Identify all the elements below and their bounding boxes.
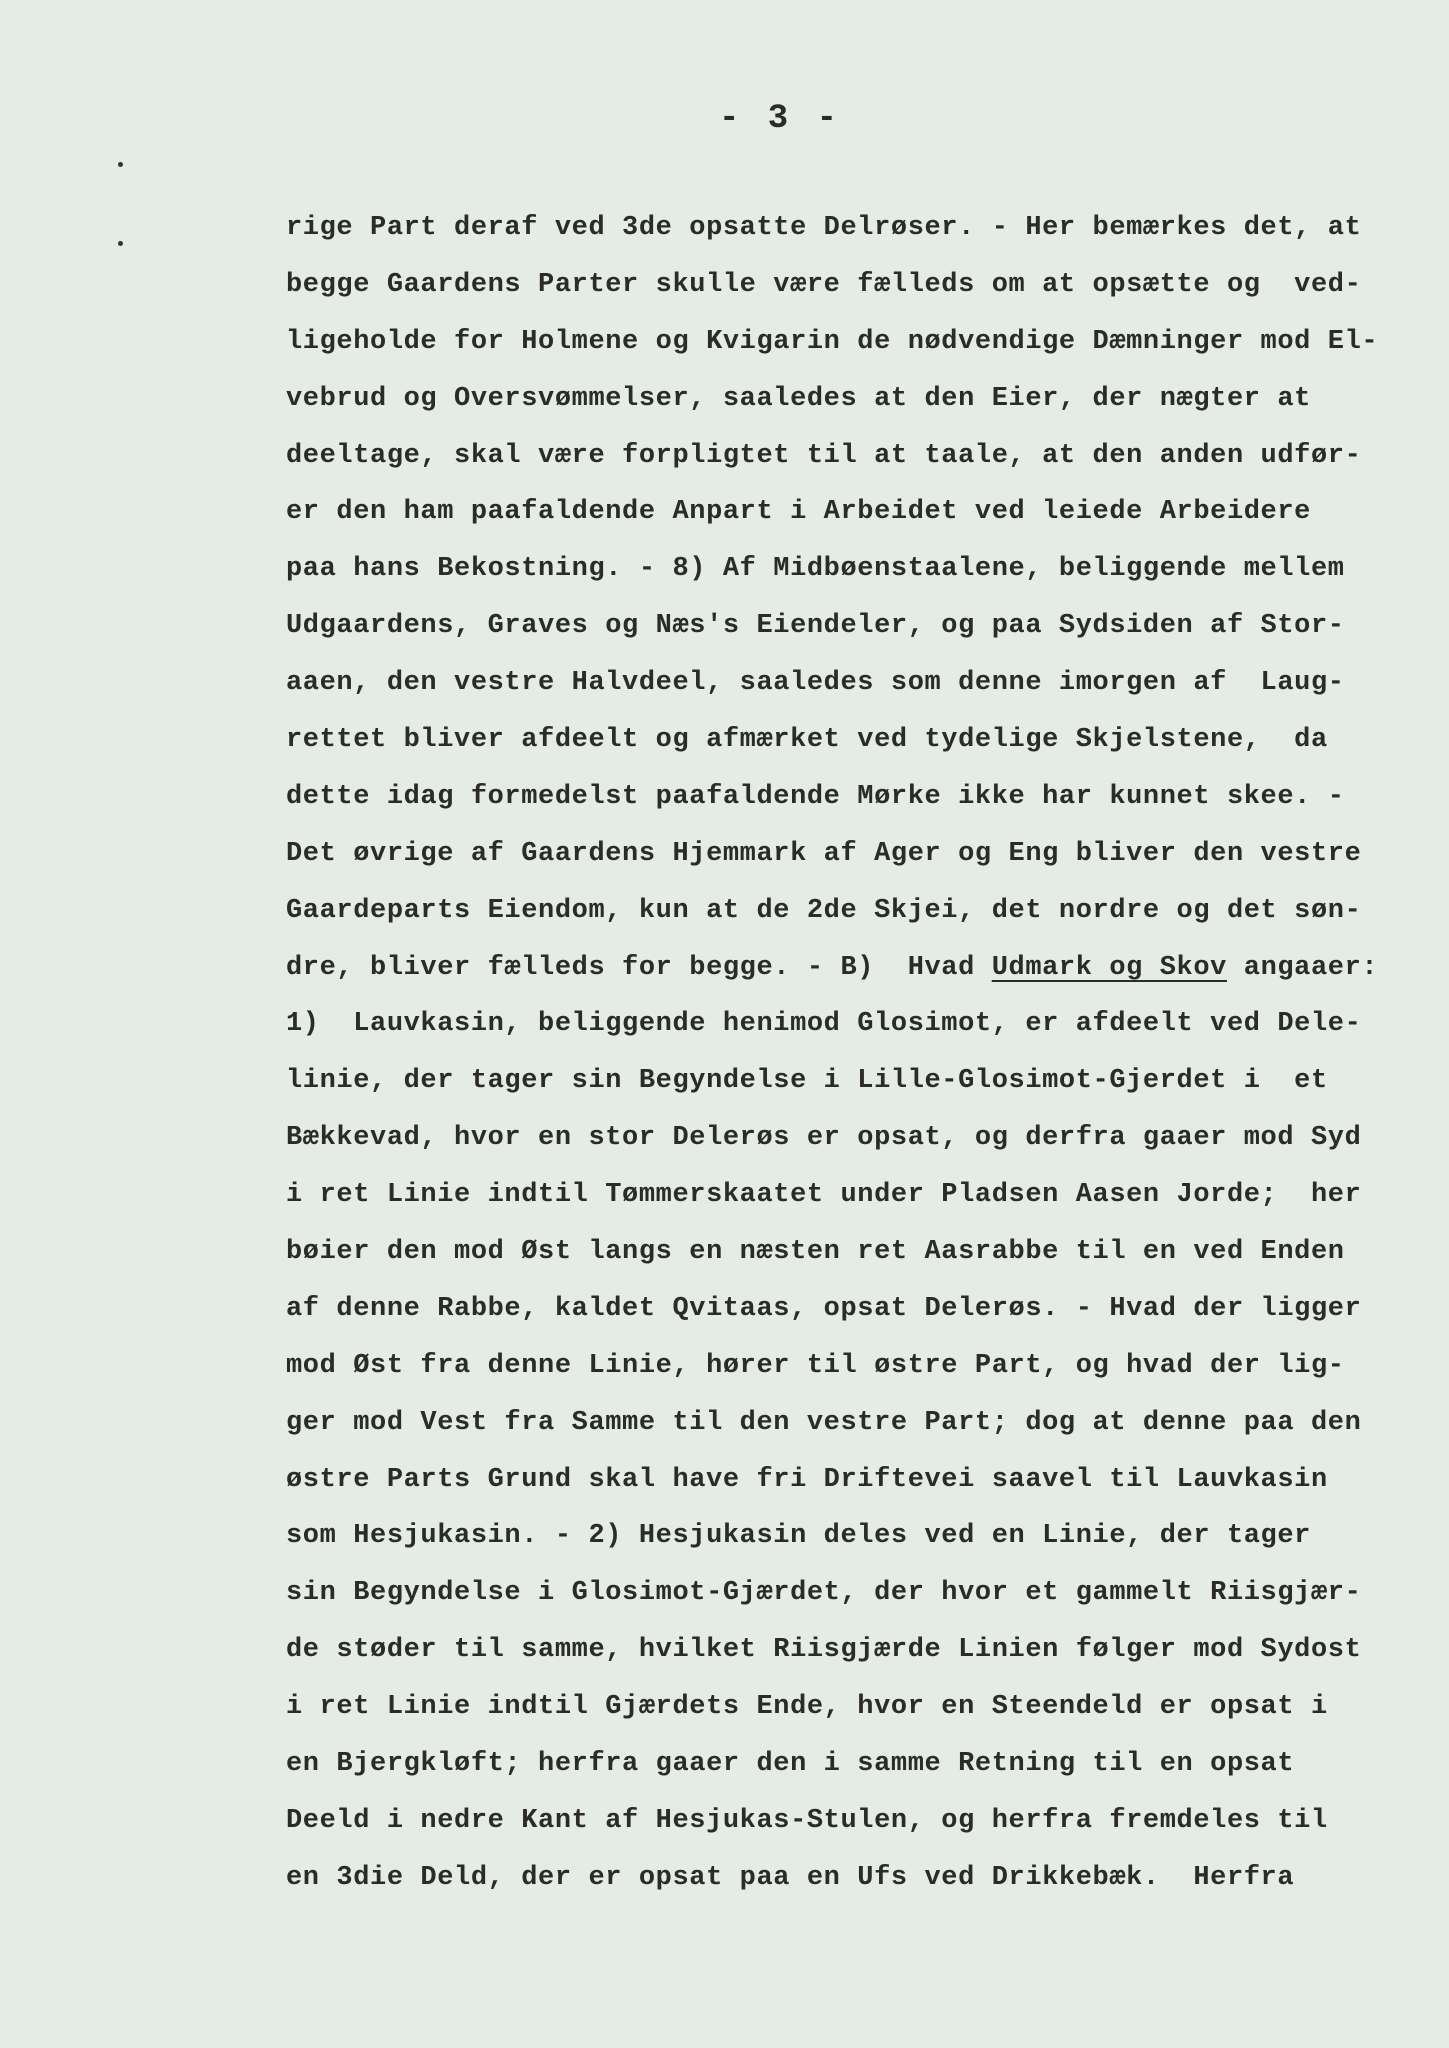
text-line: sin Begyndelse i Glosimot-Gjærdet, der hvor et gammelt Riisgjær-	[286, 1578, 1362, 1609]
text-line: 1) Lauvkasin, beliggende henimod Glosimot, er afdeelt ved Dele-	[286, 1009, 1362, 1040]
text-line: en Bjergkløft; herfra gaaer den i samme Retning til en opsat	[286, 1749, 1295, 1780]
text-line: østre Parts Grund skal have fri Driftevei saavel til Lauvkasin	[286, 1464, 1328, 1495]
margin-mark	[118, 162, 123, 167]
text-line: som Hesjukasin. - 2) Hesjukasin deles ved en Linie, der tager	[286, 1521, 1311, 1552]
text-line: Det øvrige af Gaardens Hjemmark af Ager og Eng bliver den vestre	[286, 838, 1362, 869]
text-line: mod Øst fra denne Linie, hører til østre Part, og hvad der lig-	[286, 1350, 1345, 1381]
page-number: - 3 -	[718, 100, 842, 138]
text-line: ger mod Vest fra Samme til den vestre Part; dog at denne paa den	[286, 1407, 1362, 1438]
text-line: Deeld i nedre Kant af Hesjukas-Stulen, og herfra fremdeles til	[286, 1805, 1328, 1836]
text-line: Bækkevad, hvor en stor Delerøs er opsat, og derfra gaaer mod Syd	[286, 1123, 1362, 1154]
document-body	[286, 200, 1406, 1907]
text-line: ligeholde for Holmene og Kvigarin de nødvendige Dæmninger mod El-	[286, 326, 1379, 357]
text-line: i ret Linie indtil Tømmerskaatet under Pladsen Aasen Jorde; her	[286, 1180, 1362, 1211]
text-line: deeltage, skal være forpligtet til at taale, at den anden udfør-	[286, 440, 1362, 471]
text-line: rige Part deraf ved 3de opsatte Delrøser. - Her bemærkes det, at	[286, 213, 1362, 243]
text-line: dette idag formedelst paafaldende Mørke ikke har kunnet skee. -	[286, 781, 1345, 812]
text-line: en 3die Deld, der er opsat paa en Ufs ved Drikkebæk. Herfra	[286, 1862, 1295, 1893]
text-line: af denne Rabbe, kaldet Qvitaas, opsat Delerøs. - Hvad der ligger	[286, 1293, 1362, 1324]
text-line: Gaardeparts Eiendom, kun at de 2de Skjei, det nordre og det søn-	[286, 895, 1362, 926]
underlined-heading: Udmark og Skov	[991, 952, 1227, 983]
text-segment: dre, bliver fælleds for begge. - B) Hvad	[286, 952, 992, 983]
text-line: linie, der tager sin Begyndelse i Lille-Glosimot-Gjerdet i et	[286, 1066, 1328, 1097]
text-line: bøier den mod Øst langs en næsten ret Aasrabbe til en ved Enden	[286, 1237, 1345, 1268]
text-line: Udgaardens, Graves og Næs's Eiendeler, og paa Sydsiden af Stor-	[286, 611, 1345, 642]
text-line: begge Gaardens Parter skulle være fælleds om at opsætte og ved-	[286, 269, 1362, 300]
text-line: er den ham paafaldende Anpart i Arbeidet ved leiede Arbeidere	[286, 497, 1311, 528]
text-segment: angaaer:	[1226, 952, 1379, 983]
text-line: i ret Linie indtil Gjærdets Ende, hvor en Steendeld er opsat i	[286, 1692, 1328, 1723]
text-line: rettet bliver afdeelt og afmærket ved tydelige Skjelstene, da	[286, 725, 1328, 756]
text-line: paa hans Bekostning. - 8) Af Midbøenstaalene, beliggende mellem	[286, 554, 1345, 585]
text-line: vebrud og Oversvømmelser, saaledes at den Eier, der nægter at	[286, 383, 1311, 414]
text-line	[286, 940, 1406, 997]
text-line: aaen, den vestre Halvdeel, saaledes som denne imorgen af Laug-	[286, 668, 1345, 699]
margin-mark	[118, 241, 123, 246]
text-line: de støder til samme, hvilket Riisgjærde Linien følger mod Sydost	[286, 1635, 1362, 1666]
